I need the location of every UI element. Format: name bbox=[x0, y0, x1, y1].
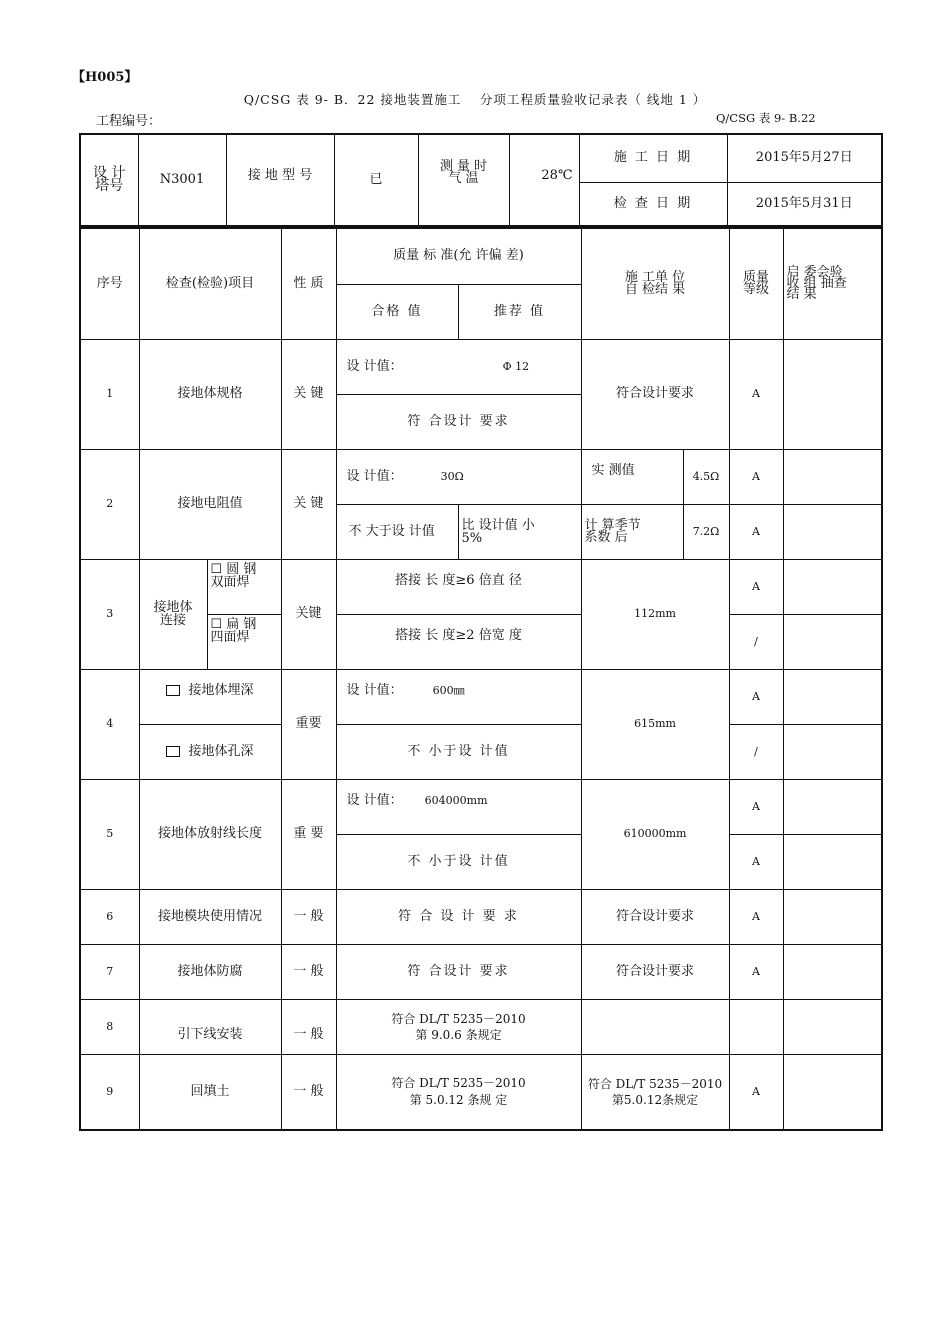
ground-type-label: 接 地 型 号 bbox=[226, 134, 334, 226]
inspect-date-value: 2015年5月31日 bbox=[727, 182, 882, 226]
row5-item: 接地体放射线长度 bbox=[139, 779, 281, 889]
row8-item: 引下线安装 bbox=[139, 999, 281, 1054]
row5-standard2: 不 小于设 计值 bbox=[336, 834, 581, 889]
row4-acceptance2 bbox=[783, 724, 882, 779]
row8-grade bbox=[729, 999, 783, 1054]
row4-sub1-label: 接地体埋深 bbox=[188, 682, 254, 698]
row9-standard: 符合 DL/T 5235－2010 第 5.0.12 条规 定 bbox=[336, 1054, 581, 1130]
temperature-value: 28℃ bbox=[509, 134, 579, 226]
row1-acceptance bbox=[783, 339, 882, 449]
row3-nature: 关键 bbox=[281, 559, 336, 669]
checkbox-icon bbox=[166, 685, 180, 696]
row4-standard2: 不 小于设 计值 bbox=[336, 724, 581, 779]
row3-seq: 3 bbox=[80, 559, 139, 669]
row8-result bbox=[581, 999, 729, 1054]
row9-item: 回填土 bbox=[139, 1054, 281, 1130]
column-recommended: 推荐 值 bbox=[458, 284, 581, 339]
row3-result: 112mm bbox=[581, 559, 729, 669]
row2-design bbox=[336, 449, 581, 504]
row9-grade: A bbox=[729, 1054, 783, 1130]
row7-seq: 7 bbox=[80, 944, 139, 999]
inspect-date-label: 检 查 日 期 bbox=[579, 182, 727, 226]
inspection-table bbox=[79, 227, 883, 1131]
row3-standard1: 搭接 长 度≥6 倍直 径 bbox=[336, 559, 581, 614]
row6-seq: 6 bbox=[80, 889, 139, 944]
row3-acceptance2 bbox=[783, 614, 882, 669]
row2-measured-value: 4.5Ω bbox=[683, 449, 729, 504]
row6-item: 接地模块使用情况 bbox=[139, 889, 281, 944]
row4-grade2: / bbox=[729, 724, 783, 779]
row1-design bbox=[336, 339, 581, 394]
row7-nature: 一 般 bbox=[281, 944, 336, 999]
row2-nature: 关 键 bbox=[281, 449, 336, 559]
row8-nature: 一 般 bbox=[281, 999, 336, 1054]
row2-item: 接地电阻值 bbox=[139, 449, 281, 559]
column-standard: 质量 标 准(允 许偏 差) bbox=[336, 228, 581, 284]
row6-grade: A bbox=[729, 889, 783, 944]
column-item: 检查(检验)项目 bbox=[139, 228, 281, 339]
row2-acceptance2 bbox=[783, 504, 882, 559]
row4-design bbox=[336, 669, 581, 724]
row3-item: 接地体 连接 bbox=[139, 559, 207, 669]
row5-design-value: 604000mm bbox=[424, 793, 488, 807]
row4-sub2 bbox=[139, 724, 281, 779]
project-number-label: 工程编号： bbox=[96, 114, 162, 129]
row4-sub1 bbox=[139, 669, 281, 724]
form-reference: Q/CSG 表 9- B.22 bbox=[716, 111, 816, 125]
row3-standard2: 搭接 长 度≥2 倍宽 度 bbox=[336, 614, 581, 669]
row6-acceptance bbox=[783, 889, 882, 944]
row2-grade1: A bbox=[729, 449, 783, 504]
row7-acceptance bbox=[783, 944, 882, 999]
row5-acceptance2 bbox=[783, 834, 882, 889]
row5-design bbox=[336, 779, 581, 834]
ground-type-value: 已 bbox=[334, 134, 418, 226]
row5-nature: 重 要 bbox=[281, 779, 336, 889]
row5-seq: 5 bbox=[80, 779, 139, 889]
row5-design-label: 设 计值： bbox=[346, 792, 403, 808]
row5-result: 610000mm bbox=[581, 779, 729, 889]
row2-acceptance1 bbox=[783, 449, 882, 504]
row8-seq: 8 bbox=[80, 999, 139, 1054]
row1-result: 符合设计要求 bbox=[581, 339, 729, 449]
tower-label: 设 计 塔号 bbox=[80, 134, 138, 226]
row1-seq: 1 bbox=[80, 339, 139, 449]
row4-design-value: 600㎜ bbox=[432, 683, 465, 697]
row4-nature: 重要 bbox=[281, 669, 336, 779]
row5-grade2: A bbox=[729, 834, 783, 889]
row8-acceptance bbox=[783, 999, 882, 1054]
row9-seq: 9 bbox=[80, 1054, 139, 1130]
row7-item: 接地体防腐 bbox=[139, 944, 281, 999]
row9-nature: 一 般 bbox=[281, 1054, 336, 1130]
row3-acceptance1 bbox=[783, 559, 882, 614]
checkbox-icon bbox=[166, 746, 180, 757]
row8-standard: 符合 DL/T 5235－2010 第 9.0.6 条规定 bbox=[336, 999, 581, 1054]
row2-design-label: 设 计值： bbox=[346, 468, 403, 484]
column-self-check: 施 工单 位 自 检结 果 bbox=[581, 228, 729, 339]
row2-seq: 2 bbox=[80, 449, 139, 559]
header-table bbox=[79, 133, 883, 227]
row7-result: 符合设计要求 bbox=[581, 944, 729, 999]
row4-result: 615mm bbox=[581, 669, 729, 779]
row4-design-label: 设 计值： bbox=[346, 682, 403, 698]
row7-grade: A bbox=[729, 944, 783, 999]
construct-date-label: 施 工 日 期 bbox=[579, 134, 727, 182]
row2-standard-a: 不 大于设 计值 bbox=[336, 504, 458, 559]
row3-sub2: ☐ 扁 钢 四面焊 bbox=[207, 614, 281, 669]
row1-standard: 符 合设计 要求 bbox=[336, 394, 581, 449]
row2-design-value: 30Ω bbox=[440, 469, 464, 483]
column-qualified: 合格 值 bbox=[336, 284, 458, 339]
row3-grade1: A bbox=[729, 559, 783, 614]
row2-standard-b: 比 设计值 小 5% bbox=[458, 504, 581, 559]
row2-calc-label: 计 算季节 系数 后 bbox=[581, 504, 683, 559]
column-nature: 性 质 bbox=[281, 228, 336, 339]
row2-calc-value: 7.2Ω bbox=[683, 504, 729, 559]
document-code: 【H005】 bbox=[72, 70, 138, 85]
row4-grade1: A bbox=[729, 669, 783, 724]
temperature-label: 测 量 时 气 温 bbox=[418, 134, 509, 226]
row1-grade: A bbox=[729, 339, 783, 449]
row2-grade2: A bbox=[729, 504, 783, 559]
row1-design-value: Φ 12 bbox=[502, 359, 530, 373]
column-seq: 序号 bbox=[80, 228, 139, 339]
row1-nature: 关 键 bbox=[281, 339, 336, 449]
row9-result: 符合 DL/T 5235－2010 第5.0.12条规定 bbox=[581, 1054, 729, 1130]
row1-item: 接地体规格 bbox=[139, 339, 281, 449]
column-grade: 质量 等级 bbox=[729, 228, 783, 339]
form-title: Q/CSG 表 9- B．22 接地装置施工 分项工程质量验收记录表（ 线地 1 ） bbox=[243, 92, 707, 107]
tower-value: N3001 bbox=[138, 134, 226, 226]
row4-seq: 4 bbox=[80, 669, 139, 779]
row6-nature: 一 般 bbox=[281, 889, 336, 944]
row5-grade1: A bbox=[729, 779, 783, 834]
row4-sub2-label: 接地体孔深 bbox=[188, 743, 254, 759]
row3-grade2: / bbox=[729, 614, 783, 669]
construct-date-value: 2015年5月27日 bbox=[727, 134, 882, 182]
row2-measured-label: 实 测值 bbox=[581, 449, 683, 504]
row1-design-label: 设 计值： bbox=[346, 358, 403, 374]
row3-sub1: ☐ 圆 钢 双面焊 bbox=[207, 559, 281, 614]
column-acceptance: 启 委会验 收 组 抽查 结 果 bbox=[783, 228, 882, 339]
row7-standard: 符 合设计 要求 bbox=[336, 944, 581, 999]
row5-acceptance1 bbox=[783, 779, 882, 834]
row9-acceptance bbox=[783, 1054, 882, 1130]
row4-acceptance1 bbox=[783, 669, 882, 724]
row6-result: 符合设计要求 bbox=[581, 889, 729, 944]
row6-standard: 符 合 设 计 要 求 bbox=[336, 889, 581, 944]
